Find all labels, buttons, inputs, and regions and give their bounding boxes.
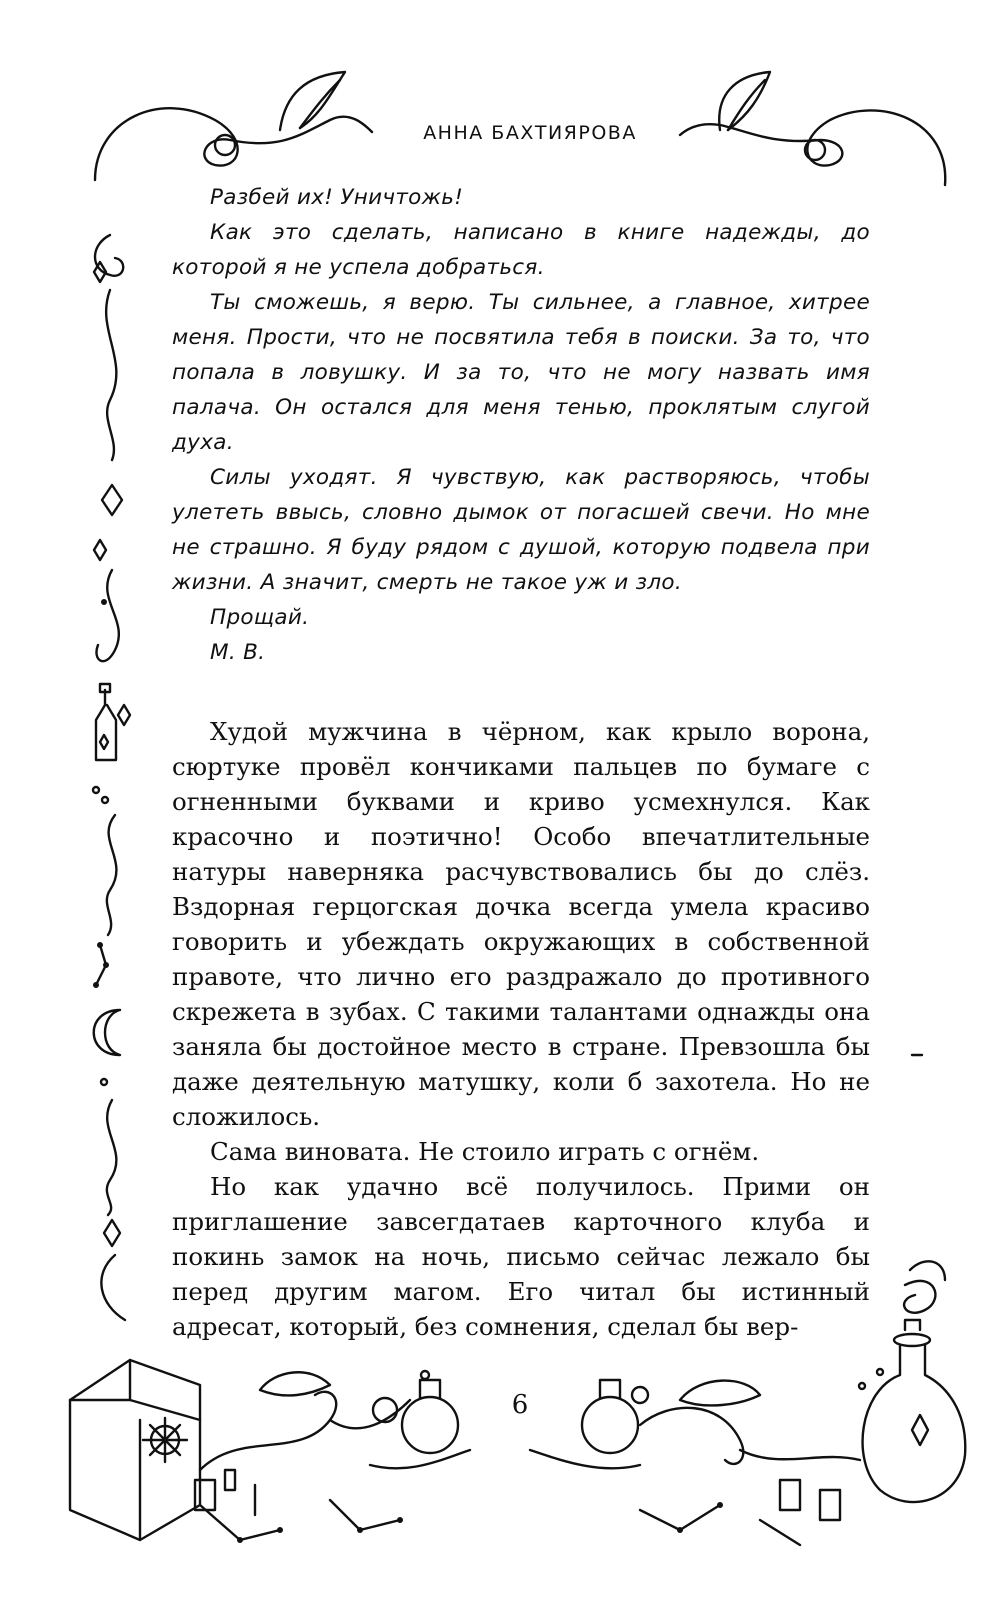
- running-header-author: АННА БАХТИЯРОВА: [423, 122, 637, 144]
- prose-paragraph: Сама виновата. Не стоило играть с огнём.: [210, 1137, 760, 1166]
- letter-paragraph: Силы уходят. Я чувствую, как растворяюсь, чтобы улететь ввысь, словно дымок от погасшей свечи. Но мне не страшно. Я буду рядом с душой, которую подвела при жизни. А значит, смерть не такое уж и зло.: [172, 465, 870, 595]
- page-number: 6: [511, 1390, 529, 1420]
- left-border-ornament: [93, 235, 130, 1320]
- letter-signature: М. В.: [210, 640, 266, 665]
- top-left-vine-ornament: [95, 72, 372, 180]
- letter-paragraph: Разбей их! Уничтожь!: [210, 185, 464, 210]
- prose-paragraph: Но как удачно всё получилось. Прими он приглашение завсегдатаев карточного клуба и покинь замок на ночь, письмо сейчас лежало бы перед другим магом. Его читал бы истинный адресат, который, без сомнения, сделал бы вер-: [172, 1172, 870, 1341]
- top-right-vine-ornament: [680, 72, 945, 185]
- letter-block: [172, 180, 870, 670]
- letter-paragraph: Как это сделать, написано в книге надежды, до которой я не успела добраться.: [172, 220, 870, 280]
- prose-block: [172, 714, 870, 1344]
- letter-farewell: Прощай.: [210, 605, 310, 630]
- letter-paragraph: Ты сможешь, я верю. Ты сильнее, а главное, хитрее меня. Прости, что не посвятила тебя в поиски. За то, что попала в ловушку. И за то, что не могу назвать имя палача. Он остался для меня тенью, проклятым слугой духа.: [172, 290, 870, 455]
- prose-paragraph: Худой мужчина в чёрном, как крыло ворона, сюртуке провёл кончиками пальцев по бумаге с огненными буквами и криво усмехнулся. Как красочно и поэтично! Особо впечатлительные натуры наверняка расчувствовались бы до слёз. Вздорная герцогская дочка всегда умела красиво говорить и убеждать окружающих в собственной правоте, что лично его раздражало до противного скрежета в зубах. С такими талантами однажды она заняла бы достойное место в стране. Превзошла бы даже деятельную матушку, коли б захотела. Но не сложилось.: [172, 717, 870, 1131]
